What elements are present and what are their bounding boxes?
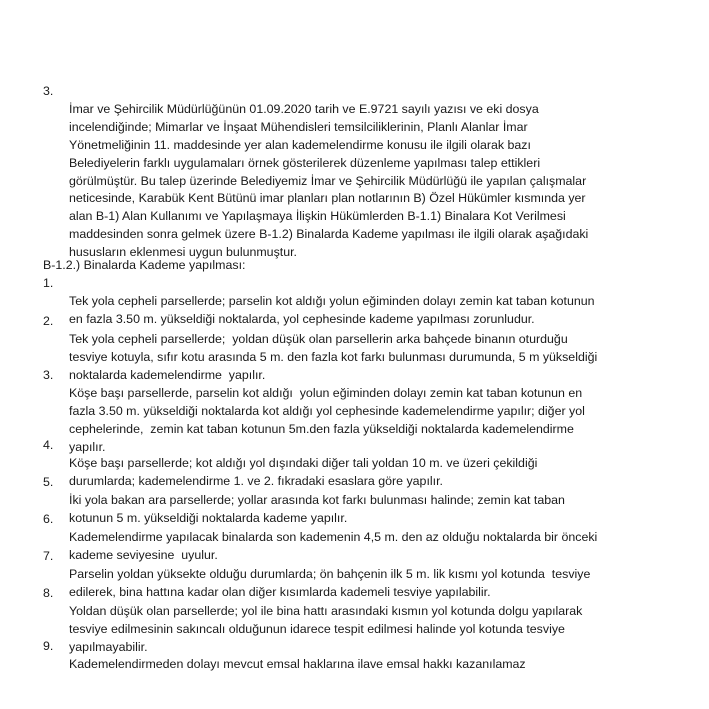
text-line: en fazla 3.50 m. yükseldiği noktalarda, yol cephesinde kademe yapılması zorunludur. [69, 311, 535, 326]
text-line: İki yola bakan ara parsellerde; yollar arasında kot farkı bulunması halinde; zemin kat taban [69, 492, 565, 507]
text-line: Tek yola cepheli parsellerde; yoldan düşük olan parsellerin arka bahçede binanın oturduğu [69, 331, 568, 346]
text-line: kotunun 5 m. yükseldiği noktalarda kademe yapılır. [69, 510, 348, 525]
intro-paragraph [43, 83, 673, 262]
text-line: Belediyelerin farklı uygulamaları örnek gösterilerek düzenleme yapılması talep ettikleri [69, 155, 541, 170]
list-item [43, 638, 673, 674]
text-line: yapılmayabilir. [69, 639, 148, 654]
text-line: Parselin yoldan yüksekte olduğu durumlarda; ön bahçenin ilk 5 m. lik kısmı yol kotunda tesviye [69, 566, 591, 581]
text-line: edilerek, bina hattına kadar olan diğer kısımlarda kademeli tesviye yapılabilir. [69, 584, 491, 599]
text-line: Yönetmeliğinin 11. maddesinde yer alan kademelendirme konusu ile ilgili olarak bazı [69, 137, 531, 152]
item-number: 3. [43, 368, 54, 382]
text-line: cephelerinde, zemin kat taban kotunun 5m.den fazla yükseldiği noktalarda kademelendirme [69, 421, 574, 436]
intro-number: 3. [43, 84, 54, 98]
item-number: 8. [43, 586, 54, 600]
text-line: durumlarda; kademelendirme 1. ve 2. fıkradaki esaslara göre yapılır. [69, 473, 443, 488]
item-number: 9. [43, 639, 54, 653]
text-line: Kademelendirme yapılacak binalarda son kademenin 4,5 m. den az olduğu noktalarda bir önceki [69, 529, 598, 544]
item-number: 5. [43, 475, 54, 489]
item-number: 1. [43, 276, 54, 290]
item-number: 2. [43, 314, 54, 328]
text-line: yapılır. [69, 439, 106, 454]
text-line: Yoldan düşük olan parsellerde; yol ile bina hattı arasındaki kısmın yol kotunda dolgu yapılarak [69, 603, 583, 618]
item-number: 6. [43, 512, 54, 526]
text-line: Köşe başı parsellerde, parselin kot aldığı yolun eğiminden dolayı zemin kat taban kotunun en [69, 385, 583, 400]
text-line: tesviye kotuyla, sıfır kotu arasında 5 m. den fazla kot farkı bulunması durumunda, 5 m yükseldiği [69, 349, 598, 364]
text-line: neticesinde, Karabük Kent Bütünü imar planları plan notlarının B) Özel Hükümler kısmında yer [69, 191, 586, 206]
item-number: 7. [43, 549, 54, 563]
text-line: görülmüştür. Bu talep üzerinde Belediyemiz İmar ve Şehircilik Müdürlüğü ile yapılan çalışmalar [69, 173, 587, 188]
text-line: Köşe başı parsellerde; kot aldığı yol dışındaki diğer tali yoldan 10 m. ve üzeri çekildiği [69, 455, 538, 470]
text-line: Tek yola cepheli parsellerde; parselin kot aldığı yolun eğiminden dolayı zemin kat taban kotunun [69, 293, 595, 308]
text-line: maddesinden sonra gelmek üzere B-1.2) Binalarda Kademe yapılması ile ilgili olarak aşağıdaki [69, 227, 589, 242]
text-line: alan B-1) Alan Kullanımı ve Yapılaşmaya İlişkin Hükümlerden B-1.1) Binalara Kot Verilmesi [69, 209, 566, 224]
text-line: tesviye edilmesinin sakıncalı olduğunun idarece tespit edilmesi halinde yol kotunda tesviye [69, 621, 565, 636]
text-line: incelendiğinde; Mimarlar ve İnşaat Mühendisleri temsilciliklerinin, Planlı Alanlar İmar [69, 119, 528, 134]
text-line: fazla 3.50 m. yükseldiği noktalarda kot aldığı yol cephesinde kademelendirme yapılır; diğer yol [69, 403, 585, 418]
item-number: 4. [43, 438, 54, 452]
text-line: İmar ve Şehircilik Müdürlüğünün 01.09.2020 tarih ve E.9721 sayılı yazısı ve eki dosya [69, 101, 539, 116]
text-line: hususların eklenmesi uygun bulunmuştur. [69, 245, 297, 260]
text-line: noktalarda kademelendirme yapılır. [69, 367, 266, 382]
text-line: kademe seviyesine uyulur. [69, 547, 218, 562]
section-heading: B-1.2.) Binalarda Kademe yapılması: [43, 258, 246, 272]
text-line: Kademelendirmeden dolayı mevcut emsal haklarına ilave emsal hakkı kazanılamaz [69, 656, 526, 671]
